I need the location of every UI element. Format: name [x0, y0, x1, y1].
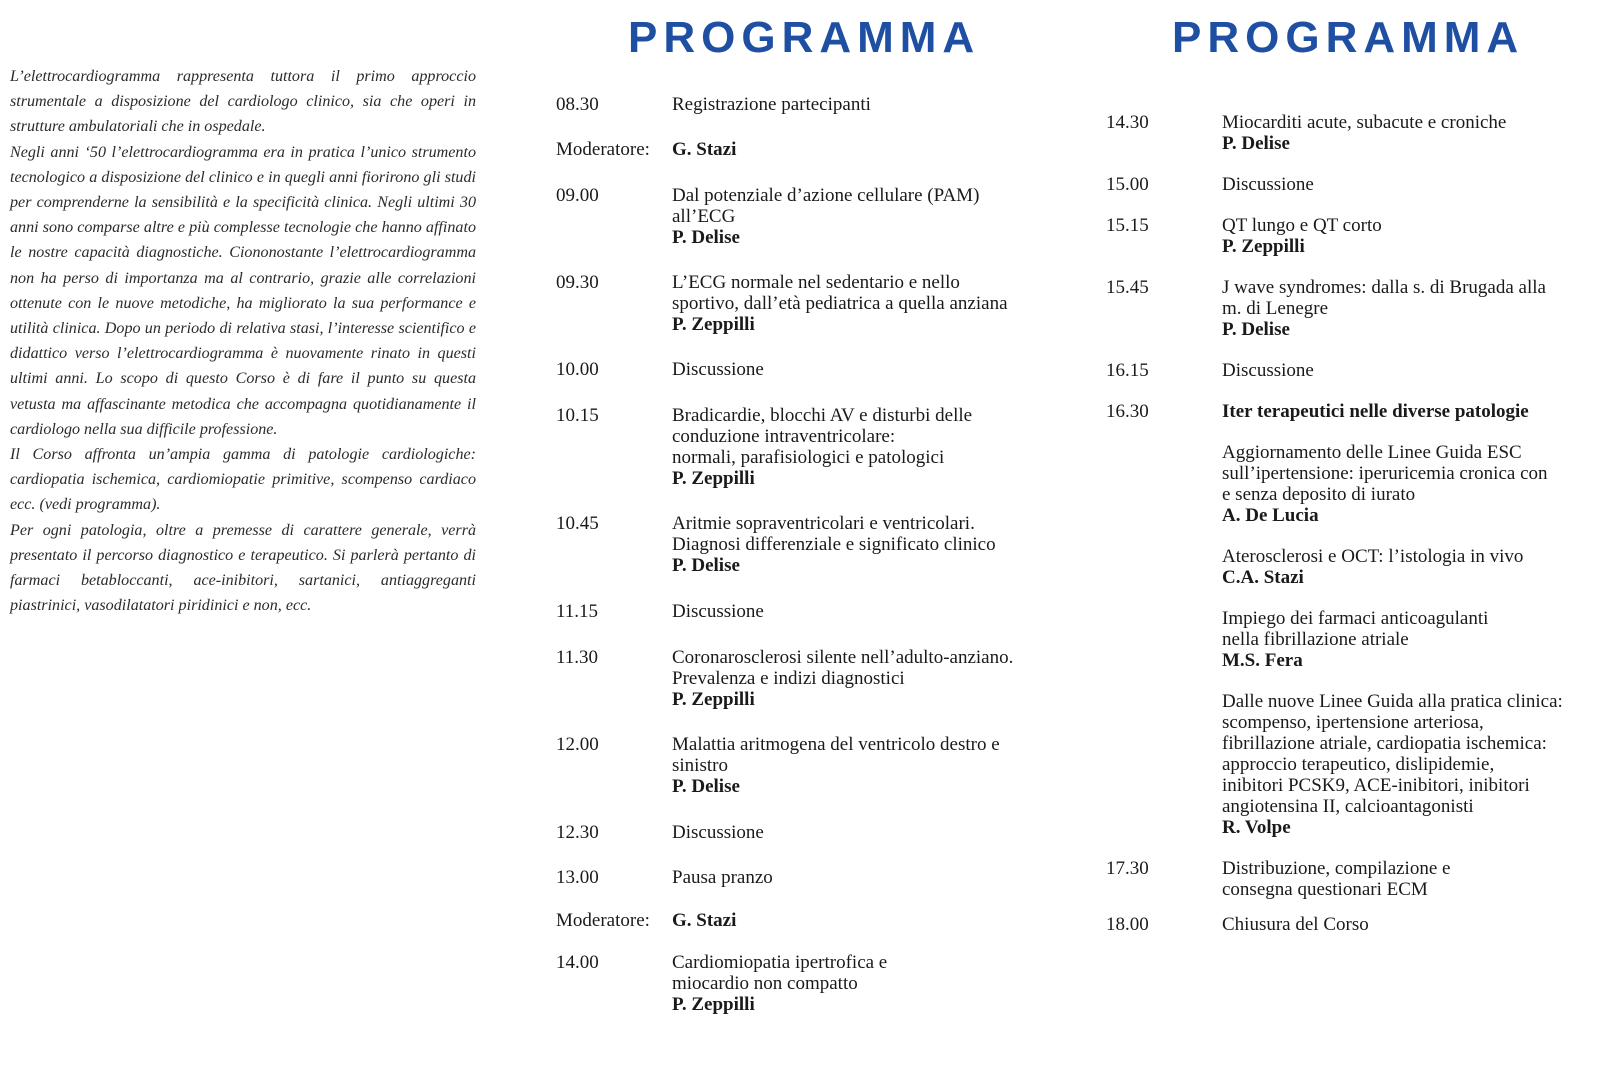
schedule-row: [556, 734, 1076, 797]
intro-text: [10, 64, 476, 618]
session-content: [672, 647, 1076, 710]
session-content: [1222, 401, 1586, 422]
time-slot: 11.30: [556, 647, 599, 668]
schedule-row: [556, 647, 1076, 710]
schedule-row: [1106, 360, 1586, 381]
session-title-line: approccio terapeutico, dislipidemie,: [1222, 754, 1495, 775]
session-title-line: Registrazione partecipanti: [672, 94, 871, 115]
session-title-line: Distribuzione, compilazione e: [1222, 858, 1451, 879]
schedule-row: [556, 910, 1076, 931]
session-title-line: scompenso, ipertensione arteriosa,: [1222, 712, 1484, 733]
schedule-row: [556, 952, 1076, 1015]
session-title-line: miocardio non compatto: [672, 973, 858, 994]
session-title-line: conduzione intraventricolare:: [672, 426, 896, 447]
session-title-line: Chiusura del Corso: [1222, 914, 1369, 935]
session-title-line: L’ECG normale nel sedentario e nello: [672, 272, 960, 293]
session-title-line: sportivo, dall’età pediatrica a quella anziana: [672, 293, 1008, 314]
schedule-row: [556, 601, 1076, 622]
session-title-line: Discussione: [1222, 360, 1314, 381]
time-slot: 09.00: [556, 185, 599, 206]
time-slot: 14.30: [1106, 112, 1149, 133]
schedule-row: [556, 139, 1076, 160]
session-content: [1222, 442, 1586, 526]
time-slot: 15.45: [1106, 277, 1149, 298]
session-title-line: fibrillazione atriale, cardiopatia ischemica:: [1222, 733, 1547, 754]
program-title-right: PROGRAMMA: [1172, 13, 1525, 62]
session-title-line: Prevalenza e indizi diagnostici: [672, 668, 905, 689]
time-slot: 10.00: [556, 359, 599, 380]
speaker-name: C.A. Stazi: [1222, 567, 1304, 588]
schedule-row: [1106, 174, 1586, 195]
session-content: [1222, 858, 1586, 900]
session-content: [672, 185, 1076, 248]
speaker-name: P. Zeppilli: [672, 994, 755, 1015]
time-slot: 16.30: [1106, 401, 1149, 422]
session-title-line: Aterosclerosi e OCT: l’istologia in vivo: [1222, 546, 1524, 567]
intro-paragraph: Il Corso affronta un’ampia gamma di patologie cardiologiche: cardiopatia ischemica, cardiomiopatie primitive, scompenso cardiaco ecc. (vedi programma).: [10, 446, 476, 514]
speaker-name: P. Delise: [672, 555, 740, 576]
session-title-line: all’ECG: [672, 206, 736, 227]
schedule-row: [556, 94, 1076, 115]
schedule-row: [1106, 401, 1586, 422]
session-title-line: Coronarosclerosi silente nell’adulto-anziano.: [672, 647, 1014, 668]
time-slot: 14.00: [556, 952, 599, 973]
schedule-column-right: [1106, 112, 1586, 935]
session-content: [1222, 691, 1586, 838]
time-slot: 12.30: [556, 822, 599, 843]
session-title-line: QT lungo e QT corto: [1222, 215, 1382, 236]
time-slot: 15.15: [1106, 215, 1149, 236]
session-content: [672, 513, 1076, 576]
time-slot: Moderatore:: [556, 910, 650, 931]
session-title-line: Bradicardie, blocchi AV e disturbi delle: [672, 405, 973, 426]
session-title-line: Miocarditi acute, subacute e croniche: [1222, 112, 1507, 133]
session-content: [672, 94, 1076, 115]
session-content: [1222, 277, 1586, 340]
session-title-line: normali, parafisiologici e patologici: [672, 447, 945, 468]
speaker-name: P. Delise: [672, 776, 740, 797]
session-title-line: Discussione: [1222, 174, 1314, 195]
session-title-line: Malattia aritmogena del ventricolo destro e: [672, 734, 1000, 755]
session-title-line: e senza deposito di iurato: [1222, 484, 1416, 505]
schedule-row: [556, 359, 1076, 380]
session-title-line: nella fibrillazione atriale: [1222, 629, 1409, 650]
session-title-line: Cardiomiopatia ipertrofica e: [672, 952, 888, 973]
schedule-row: [1106, 215, 1586, 257]
session-title-line: consegna questionari ECM: [1222, 879, 1428, 900]
session-title-line: Discussione: [672, 822, 764, 843]
session-content: [672, 910, 1076, 931]
schedule-row: [1106, 442, 1586, 526]
session-title-line: Discussione: [672, 601, 764, 622]
schedule-row: [1106, 608, 1586, 671]
time-slot: 11.15: [556, 601, 599, 622]
session-content: [1222, 112, 1586, 154]
schedule-column-left: [556, 94, 1076, 1015]
schedule-row: [1106, 546, 1586, 588]
session-content: [1222, 546, 1586, 588]
speaker-name: P. Zeppilli: [1222, 236, 1305, 257]
schedule-row: [556, 513, 1076, 576]
session-title-line: inibitori PCSK9, ACE-inibitori, inibitori: [1222, 775, 1530, 796]
schedule-row: [556, 822, 1076, 843]
session-content: [672, 272, 1076, 335]
program-title-left: PROGRAMMA: [628, 13, 981, 62]
time-slot: 15.00: [1106, 174, 1149, 195]
session-title-line: Pausa pranzo: [672, 867, 773, 888]
speaker-name: P. Delise: [1222, 319, 1290, 340]
session-content: [1222, 174, 1586, 195]
speaker-name: P. Delise: [672, 227, 740, 248]
schedule-row: [556, 272, 1076, 335]
speaker-name: A. De Lucia: [1222, 505, 1319, 526]
session-content: [1222, 215, 1586, 257]
time-slot: 17.30: [1106, 858, 1149, 879]
session-content: [672, 822, 1076, 843]
speaker-name: P. Zeppilli: [672, 468, 755, 489]
session-title-line: m. di Lenegre: [1222, 298, 1329, 319]
session-title-line: sinistro: [672, 755, 728, 776]
session-title-line: Aggiornamento delle Linee Guida ESC: [1222, 442, 1522, 463]
session-content: [1222, 360, 1586, 381]
session-title-line: Discussione: [672, 359, 764, 380]
speaker-name: R. Volpe: [1222, 817, 1291, 838]
session-title-line: angiotensina II, calcioantagonisti: [1222, 796, 1474, 817]
session-content: [1222, 914, 1586, 935]
intro-paragraph: Per ogni patologia, oltre a premesse di carattere generale, verrà presentato il percorso diagnostico e terapeutico. Si parlerà pertanto di farmaci betabloccanti, ace-inibitori, sartanici, antiaggreganti piastrinici, vasodilatatori piridinici e non, ecc.: [10, 521, 476, 615]
time-slot: 18.00: [1106, 914, 1149, 935]
schedule-row: [1106, 858, 1586, 900]
time-slot: 10.45: [556, 513, 599, 534]
session-content: [672, 734, 1076, 797]
session-title-line: Diagnosi differenziale e significato clinico: [672, 534, 996, 555]
session-content: [672, 601, 1076, 622]
schedule-row: [556, 405, 1076, 489]
time-slot: 10.15: [556, 405, 599, 426]
time-slot: 12.00: [556, 734, 599, 755]
time-slot: 09.30: [556, 272, 599, 293]
speaker-name: P. Zeppilli: [672, 689, 755, 710]
schedule-row: [1106, 112, 1586, 154]
section-heading: Iter terapeutici nelle diverse patologie: [1222, 401, 1529, 422]
session-content: [672, 952, 1076, 1015]
schedule-row: [1106, 914, 1586, 935]
session-title-line: sull’ipertensione: iperuricemia cronica con: [1222, 463, 1548, 484]
intro-paragraph: Negli anni ‘50 l’elettrocardiogramma era in pratica l’unico strumento tecnologico a disposizione del clinico e in quegli anni fiorirono gli studi per comprenderne la sensibilità e la specificità clinica. Negli ultimi 30 anni sono comparse altre e più complesse tecnologie che hanno affinato le nostre capacità diagnostiche. Ciononostante l’elettrocardiogramma non ha perso di importanza ma al contrario, grazie alle correlazioni ottenute con le nuove metodiche, ha migliorato la sua performance e utilità clinica. Dopo un periodo di relativa stasi, l’interesse scientifico e didattico verso l’elettrocardiogramma è nuovamente rinato in questi ultimi anni. Lo scopo di questo Corso è di fare il punto su questa vetusta ma affascinante metodica che accompagna quotidianamente il cardiologo nella sua difficile professione.: [10, 143, 476, 438]
session-title-line: Dalle nuove Linee Guida alla pratica clinica:: [1222, 691, 1563, 712]
session-content: [1222, 608, 1586, 671]
speaker-name: M.S. Fera: [1222, 650, 1303, 671]
session-title-line: Impiego dei farmaci anticoagulanti: [1222, 608, 1489, 629]
speaker-name: P. Zeppilli: [672, 314, 755, 335]
session-content: [672, 867, 1076, 888]
schedule-row: [556, 867, 1076, 888]
session-content: [672, 405, 1076, 489]
time-slot: Moderatore:: [556, 139, 650, 160]
speaker-name: P. Delise: [1222, 133, 1290, 154]
schedule-row: [556, 185, 1076, 248]
session-title-line: Dal potenziale d’azione cellulare (PAM): [672, 185, 980, 206]
speaker-name: G. Stazi: [672, 910, 737, 931]
session-content: [672, 359, 1076, 380]
time-slot: 16.15: [1106, 360, 1149, 381]
session-content: [672, 139, 1076, 160]
intro-paragraph: L’elettrocardiogramma rappresenta tuttora il primo approccio strumentale a disposizione del cardiologo clinico, sia che operi in strutture ambulatoriali che in ospedale.: [10, 68, 476, 136]
session-title-line: Aritmie sopraventricolari e ventricolari.: [672, 513, 975, 534]
time-slot: 08.30: [556, 94, 599, 115]
time-slot: 13.00: [556, 867, 599, 888]
schedule-row: [1106, 691, 1586, 838]
schedule-row: [1106, 277, 1586, 340]
session-title-line: J wave syndromes: dalla s. di Brugada alla: [1222, 277, 1546, 298]
speaker-name: G. Stazi: [672, 139, 737, 160]
